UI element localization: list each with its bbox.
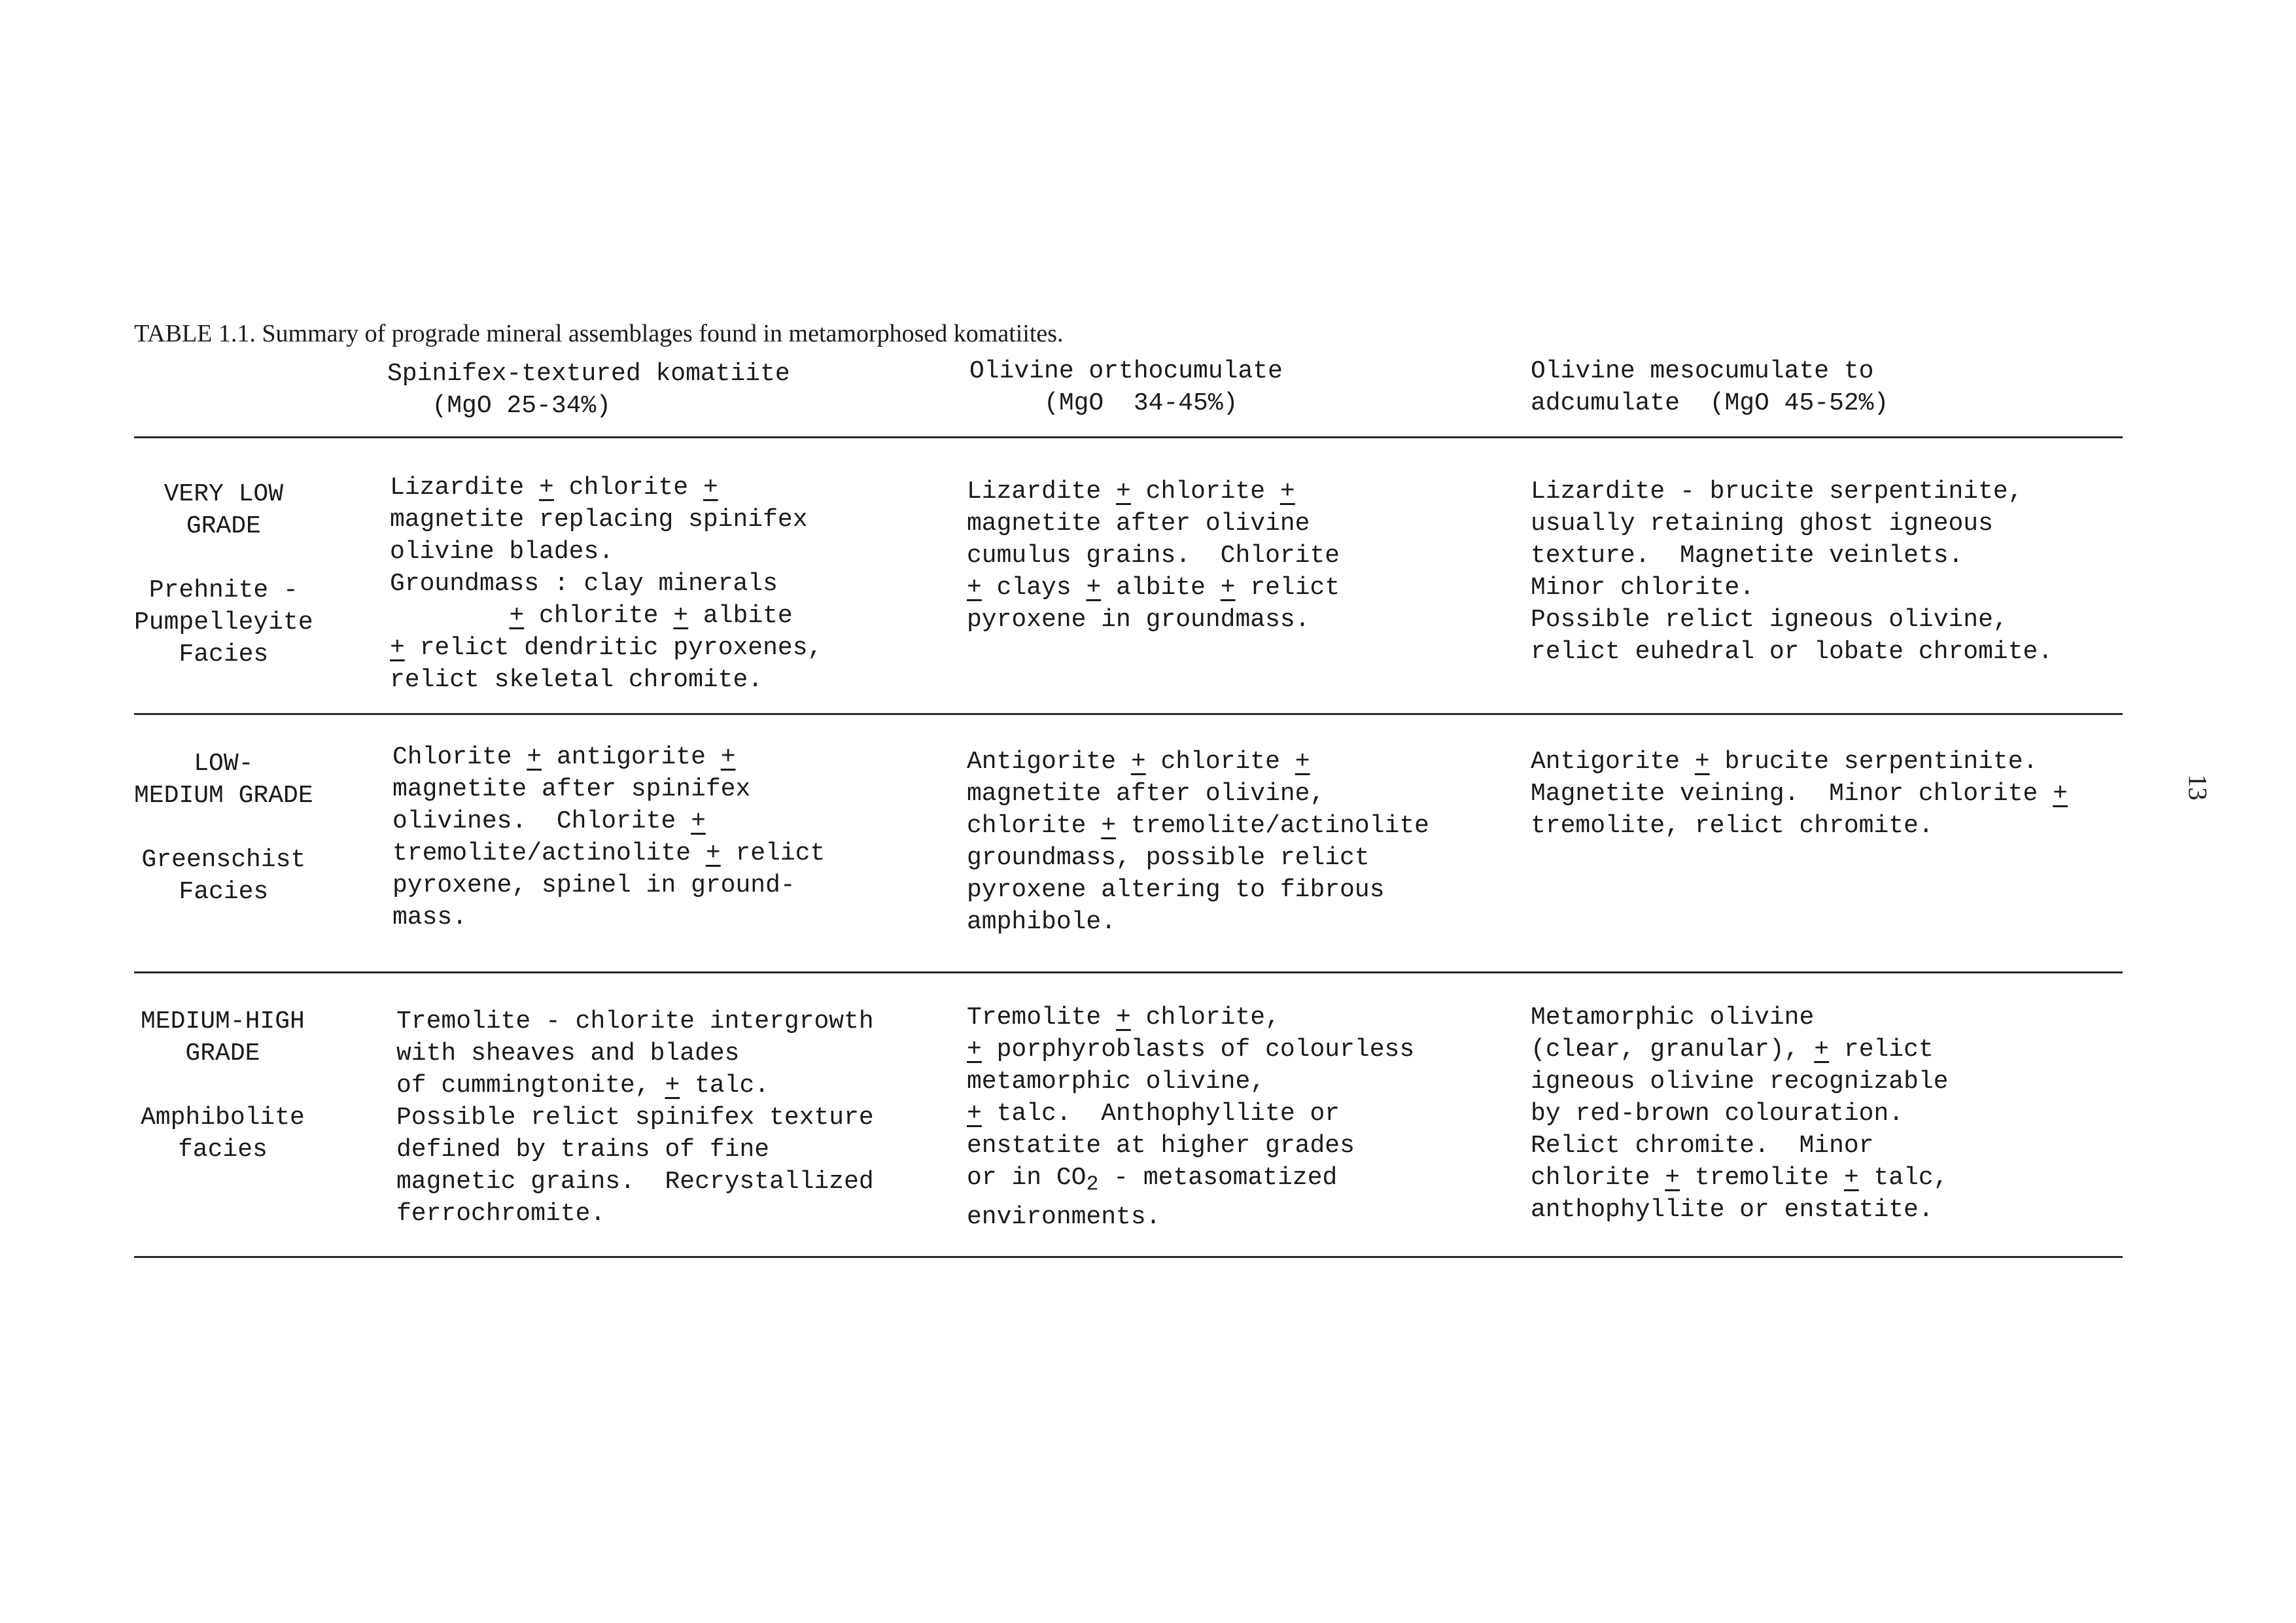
plus-minus-symbol: + [527, 743, 542, 771]
plus-minus-symbol: + [673, 602, 689, 630]
cell-line: tremolite/actinolite + relict [392, 839, 826, 867]
cell-line: Antigorite + brucite serpentinite. [1531, 748, 2038, 776]
column-header-spinifex [387, 358, 790, 422]
plus-minus-symbol: + [1116, 478, 1131, 506]
plus-minus-symbol: + [967, 1036, 982, 1064]
cell-line: enstatite at higher grades [967, 1132, 1355, 1160]
bottom-rule [134, 1256, 2123, 1258]
cell-line: Minor chlorite. [1531, 574, 1755, 602]
cell-line: groundmass, possible relict [967, 844, 1370, 872]
cell-line: olivines. Chlorite + [392, 807, 706, 835]
grade-very-low [134, 478, 313, 671]
grade-label-line: Greenschist [141, 846, 306, 874]
cell-line: magnetite replacing spinifex [390, 506, 808, 534]
grade-label-line: GRADE [186, 512, 261, 540]
grade-label-line: facies [178, 1136, 268, 1164]
cell-line: pyroxene in groundmass. [967, 606, 1310, 634]
cell-line: Lizardite + chlorite + [390, 474, 718, 502]
row-rule-1 [134, 713, 2123, 715]
cell-line: magnetite after spinifex [392, 775, 751, 803]
cell-line: metamorphic olivine, [967, 1068, 1266, 1096]
cell-line: relict skeletal chromite. [390, 666, 763, 694]
cell-medium-high-spinifex [396, 1005, 874, 1230]
cell-line: + porphyroblasts of colourless [967, 1036, 1415, 1064]
cell-line: cumulus grains. Chlorite [967, 542, 1340, 570]
page-number: 13 [2183, 774, 2213, 801]
cell-line: environments. [967, 1202, 1161, 1231]
cell-line: + clays + albite + relict [967, 574, 1340, 602]
cell-line: Relict chromite. Minor [1531, 1132, 1874, 1160]
cell-line: chlorite + tremolite/actinolite [967, 812, 1429, 840]
cell-line: Possible relict igneous olivine, [1531, 606, 2008, 634]
cell-line: Lizardite - brucite serpentinite, [1531, 478, 2023, 506]
cell-line: of cummingtonite, + talc. [396, 1072, 770, 1100]
cell-line: + chlorite + albite [509, 602, 793, 630]
grade-label-line: Prehnite - [148, 576, 298, 604]
cell-line: relict euhedral or lobate chromite. [1531, 638, 2053, 666]
column-header-orthocumulate [969, 355, 1283, 419]
cell-line: magnetite after olivine, [967, 780, 1325, 808]
plus-minus-symbol: + [1130, 748, 1146, 776]
cell-line: magnetite after olivine [967, 510, 1310, 538]
grade-label-line: Amphibolite [141, 1104, 305, 1132]
grade-label-line [134, 812, 313, 844]
grade-label-line: VERY LOW [164, 480, 284, 508]
plus-minus-symbol: + [1665, 1164, 1680, 1192]
grade-label-line [134, 542, 313, 574]
cell-line: or in $CO_2$ - metasomatized [967, 1164, 1338, 1196]
cell-line: amphibole. [967, 908, 1117, 936]
cell-line: magnetic grains. Recrystallized [396, 1168, 874, 1196]
cell-line: pyroxene, spinel in ground- [392, 871, 795, 899]
grade-label-line: MEDIUM-HIGH [141, 1007, 305, 1036]
plus-minus-symbol: + [1295, 748, 1310, 776]
grade-label-line: MEDIUM GRADE [134, 782, 313, 810]
cell-line: anthophyllite or enstatite. [1531, 1196, 1934, 1224]
cell-line: chlorite + tremolite + talc, [1531, 1164, 1949, 1192]
plus-minus-symbol: + [705, 839, 721, 867]
plus-minus-symbol: + [1814, 1036, 1830, 1064]
cell-medium-high-mesocumulate [1531, 1002, 1949, 1226]
row-rule-2 [134, 971, 2123, 973]
cell-line: usually retaining ghost igneous [1531, 510, 1993, 538]
plus-minus-symbol: + [539, 474, 554, 502]
cell-line: Antigorite + chlorite + [967, 748, 1310, 776]
header-rule [134, 436, 2123, 438]
cell-line: Tremolite + chlorite, [967, 1003, 1280, 1032]
grade-label-line [141, 1070, 305, 1102]
cell-line: ferrochromite. [396, 1200, 606, 1228]
cell-line: olivine blades. [390, 538, 614, 566]
plus-minus-symbol: + [509, 602, 525, 630]
cell-very-low-mesocumulate [1531, 476, 2053, 668]
cell-low-medium-spinifex [392, 741, 825, 934]
cell-line: igneous olivine recognizable [1531, 1068, 1949, 1096]
plus-minus-symbol: + [1843, 1164, 1859, 1192]
grade-label-line: Pumpelleyite [134, 608, 313, 637]
table-caption: TABLE 1.1. Summary of prograde mineral assemblages found in metamorphosed komatiites. [134, 320, 1064, 347]
cell-very-low-orthocumulate [967, 476, 1340, 636]
cell-line: tremolite, relict chromite. [1531, 812, 1934, 840]
grade-label-line: Facies [179, 878, 269, 906]
column-header-line: (MgO 25-34%) [387, 392, 612, 420]
cell-medium-high-orthocumulate [967, 1002, 1414, 1233]
plus-minus-symbol: + [1101, 812, 1117, 840]
column-header-line: (MgO 34-45%) [969, 389, 1238, 417]
column-header-line: Olivine mesocumulate to [1531, 357, 1874, 385]
plus-minus-symbol: + [703, 474, 718, 502]
cell-line: + relict dendritic pyroxenes, [390, 634, 823, 662]
cell-line: pyroxene altering to fibrous [967, 876, 1385, 904]
column-header-line: adcumulate (MgO 45-52%) [1531, 389, 1889, 417]
grade-low-medium [134, 748, 313, 908]
cell-very-low-spinifex [390, 472, 822, 696]
plus-minus-symbol: + [1279, 478, 1295, 506]
cell-line: Tremolite - chlorite intergrowth [396, 1007, 874, 1036]
grade-label-line: Facies [179, 640, 269, 669]
plus-minus-symbol: + [1086, 574, 1102, 602]
cell-line: (clear, granular), + relict [1531, 1036, 1934, 1064]
cell-line: + talc. Anthophyllite or [967, 1100, 1340, 1128]
grade-label-line: GRADE [185, 1039, 260, 1068]
plus-minus-symbol: + [1220, 574, 1236, 602]
plus-minus-symbol: + [1116, 1003, 1131, 1032]
cell-line: mass. [392, 903, 468, 932]
plus-minus-symbol: + [1694, 748, 1710, 776]
cell-line: Possible relict spinifex texture [396, 1104, 874, 1132]
cell-line: Magnetite veining. Minor chlorite + [1531, 780, 2068, 808]
grade-label-line: LOW- [194, 750, 254, 778]
plus-minus-symbol: + [2053, 780, 2068, 808]
plus-minus-symbol: + [967, 1100, 982, 1128]
cell-line: texture. Magnetite veinlets. [1531, 542, 1964, 570]
cell-low-medium-mesocumulate [1531, 746, 2068, 842]
cell-line: Chlorite + antigorite + [392, 743, 736, 771]
plus-minus-symbol: + [720, 743, 736, 771]
plus-minus-symbol: + [967, 574, 982, 602]
cell-line: with sheaves and blades [396, 1039, 740, 1068]
cell-line: Metamorphic olivine [1531, 1003, 1815, 1032]
cell-line: Lizardite + chlorite + [967, 478, 1295, 506]
cell-line: defined by trains of fine [396, 1136, 770, 1164]
column-header-line: Spinifex-textured komatiite [387, 360, 790, 388]
column-header-line: Olivine orthocumulate [969, 357, 1283, 385]
cell-line: by red-brown colouration. [1531, 1100, 1904, 1128]
plus-minus-symbol: + [665, 1072, 680, 1100]
column-header-mesocumulate [1531, 355, 1888, 419]
plus-minus-symbol: + [691, 807, 706, 835]
plus-minus-symbol: + [390, 634, 405, 662]
grade-medium-high [141, 1005, 305, 1166]
cell-low-medium-orthocumulate [967, 746, 1429, 938]
cell-line: Groundmass : clay minerals [390, 570, 778, 598]
